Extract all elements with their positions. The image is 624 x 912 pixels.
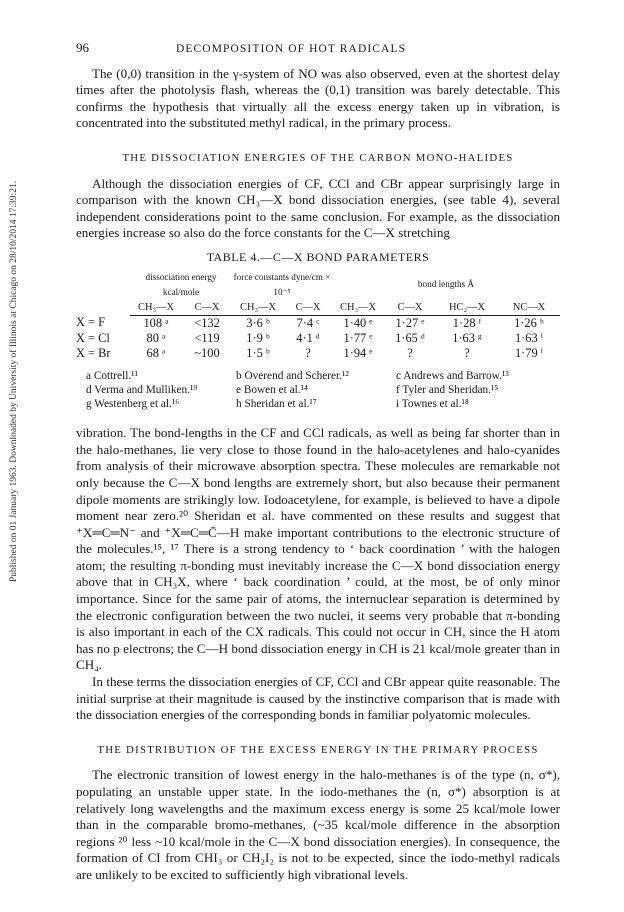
- table-footnote: a Cottrell.¹¹: [86, 369, 138, 382]
- table-cell: 1·40 ᵉ: [343, 315, 373, 330]
- paragraph-5: The electronic transition of lowest energy in the halo-methanes is of the type (n, σ*), populating an unstable upper state. In the iodo-methanes the (n, σ*) absorption is at relatively long wavelengths and the maximum excess energy is some 25 kcal/mole lower than in the comparable bromo-methanes, (~35 kcal/mole difference in the absorption regions ²⁰ less ~10 kcal/mole in the C—X bond dissociation energies). In consequence, the formation of CI from CHI₃ or CH₂I₂ is not to be expected, since the iodo-methyl radicals are unlikely to be excited to sufficiently high vibrational levels.: [76, 767, 560, 882]
- paragraph-3: vibration. The bond-lengths in the CF and CCl radicals, as well as being far shorter than in the halo-methanes, lie very close to those found in the halo-acetylenes and halo-cyanides from analysis of their microwave absorption spectra. These molecules are remarkable not only because the C—X bond lengths are extremely short, but also because their permanent dipole moments are strikingly low. Iodoacetylene, for example, is believed to have a dipole moment near zero.²⁰ Sheridan et al. have commented on these results and suggest that ⁺X═C═N⁻ and ⁺X═C═C̄—H make important contributions to the electronic structure of the molecules.¹⁵, ¹⁷ There is a strong tendency to ‘ back coordination ’ with the halogen atom; the resulting π-bonding must inevitably increase the C—X bond dissociation energy above that in CH₃X, where ‘ back coordination ’ could, at the most, be of only minor importance. Since for the same pair of atoms, the internuclear separation is determined by the electronic configuration between the two nuclei, it seems very probable that π-bonding is also important in each of the CX radicals. This could not occur in CH, since the H atom has no p electrons; the C—H bond dissociation energy in CH is 21 kcal/mole greater than in CH₄.: [76, 425, 560, 673]
- table-cell: 1·63 ᵍ: [452, 330, 482, 345]
- table-row: [76, 331, 560, 346]
- running-header: [76, 40, 560, 58]
- column-header: HC₂—X: [436, 300, 498, 316]
- column-header: CH₃—X: [332, 300, 384, 316]
- table-footnote: g Westenberg et al.¹⁶: [86, 397, 180, 410]
- column-header: C—X: [284, 300, 332, 316]
- paragraph-1: The (0,0) transition in the γ-system of NO was also observed, even at the shortest delay times after the photolysis flash, whereas the (0,1) transition was barely detectable. This confirms the hypothesis that virtually all the excess energy taken up in vibration, is concentrated into the substituted methyl radical, in the primary process.: [76, 65, 560, 131]
- table-caption: TABLE 4.—C—X BOND PARAMETERS: [206, 249, 430, 264]
- table-footnote: d Verma and Mulliken.¹⁹: [86, 383, 198, 396]
- table-footnotes: [86, 369, 560, 412]
- paragraph-4: In these terms the dissociation energies of CF, CCl and CBr appear quite reasonable. The initial surprise at their magnitude is caused by the instinctive comparison that is made with the dissociation energies of the corresponding bonds in familiar polyatomic molecules.: [76, 674, 560, 723]
- table-footnote: h Sheridan et al.¹⁷: [236, 397, 317, 410]
- paragraph-2: Although the dissociation energies of CF, CCl and CBr appear surprisingly large in comparison with the known CH₃—X bond dissociation energies, (see table 4), several independent considerations point to the same conclusion. For example, as the dissociation energies increase so also do the force constants for the C—X stretching: [76, 175, 560, 241]
- table-cell: 1·65 ᵈ: [395, 330, 425, 345]
- row-label: X = F: [76, 315, 106, 330]
- table-cell: 1·9 ᵇ: [246, 330, 270, 345]
- group-force-constants: force constants dyne/cm × 10⁻⁵: [233, 271, 331, 297]
- column-header: C—X: [384, 300, 436, 316]
- table-cell: ~100: [194, 345, 220, 360]
- paper-page: [76, 40, 560, 884]
- table-cell: 4·1 ᵈ: [296, 330, 320, 345]
- table-cell: 3·6 ᵇ: [246, 315, 270, 330]
- column-header: CH₃—X: [130, 300, 182, 316]
- bond-parameters-table: [76, 270, 560, 361]
- group-bond-lengths: bond lengths Å: [417, 279, 475, 290]
- section-heading-dissociation: THE DISSOCIATION ENERGIES OF THE CARBON MONO-HALIDES: [122, 151, 514, 164]
- table-cell: 1·94 ᵉ: [343, 345, 373, 360]
- column-header: C—X: [182, 300, 232, 316]
- row-label: X = Br: [76, 345, 111, 360]
- table-cell: 68 ᵃ: [146, 345, 166, 360]
- running-title: DECOMPOSITION OF HOT RADICALS: [176, 43, 407, 55]
- table-cell: ?: [305, 345, 311, 360]
- table-cell: 1·79 ⁱ: [514, 345, 544, 360]
- table-row: [76, 346, 560, 361]
- table-cell: <132: [194, 315, 220, 330]
- table-cell: 1·27 ᵉ: [395, 315, 425, 330]
- table-row: [76, 315, 560, 331]
- table-cell: 108 ᵃ: [143, 315, 169, 330]
- table-cell: 1·5 ᵇ: [246, 345, 270, 360]
- table-cell: 1·63 ⁱ: [514, 330, 544, 345]
- group-dissociation-energy: dissociation energy kcal/mole: [145, 271, 217, 297]
- table-column-header: [76, 300, 560, 316]
- table-footnote: e Bowen et al.¹⁴: [236, 383, 308, 396]
- section-heading-distribution: THE DISTRIBUTION OF THE EXCESS ENERGY IN THE PRIMARY PROCESS: [97, 743, 539, 756]
- row-label: X = Cl: [76, 330, 110, 345]
- table-cell: ?: [464, 345, 470, 360]
- table-cell: <119: [194, 330, 220, 345]
- download-watermark: [8, 110, 22, 670]
- watermark-text: Published on 01 January 1963. Downloaded by University of Illinois at Chicago on 28/10/2014 17:39:21.: [9, 180, 19, 582]
- table-cell: 80 ᵃ: [146, 330, 166, 345]
- column-header: NC—X: [498, 300, 560, 316]
- table-cell: 7·4 ᶜ: [296, 315, 320, 330]
- table-footnote: i Townes et al.¹⁸: [396, 397, 469, 410]
- column-header: CH₃—X: [232, 300, 284, 316]
- page-number: 96: [76, 40, 89, 55]
- table-cell: ?: [407, 345, 413, 360]
- table-footnote: c Andrews and Barrow.¹³: [396, 369, 509, 382]
- table-footnote: f Tyler and Sheridan.¹⁵: [396, 383, 499, 396]
- table-footnote: b Overend and Scherer.¹²: [236, 369, 349, 382]
- table-cell: 1·77 ᵉ: [343, 330, 373, 345]
- table-group-header: [76, 270, 560, 300]
- table-cell: 1·26 ʰ: [514, 315, 544, 330]
- table-cell: 1·28 ᶠ: [452, 315, 482, 330]
